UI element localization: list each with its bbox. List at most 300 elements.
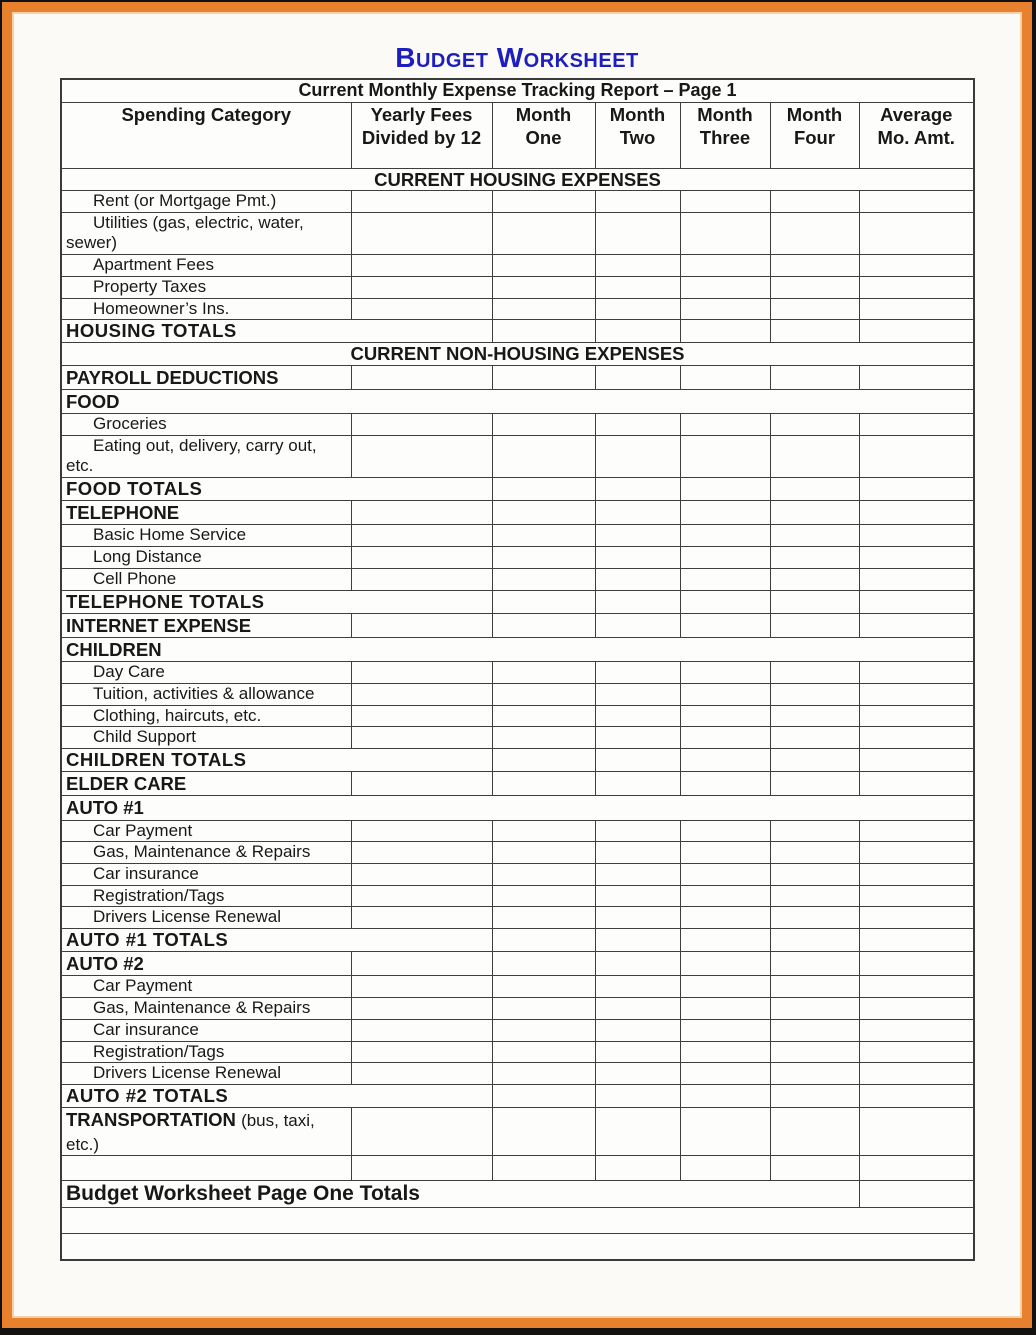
amount-cell — [492, 435, 595, 477]
table-row — [61, 885, 974, 907]
column-header: Month Three — [680, 102, 770, 168]
amount-cell — [492, 749, 595, 772]
amount-cell — [770, 212, 859, 254]
amount-cell — [492, 772, 595, 796]
amount-cell — [492, 1085, 595, 1108]
expense-item-label: Tuition, activities & allowance — [61, 683, 351, 705]
amount-cell — [770, 863, 859, 885]
amount-cell — [492, 662, 595, 684]
table-row — [61, 683, 974, 705]
amount-cell — [859, 320, 974, 343]
scanned-page — [2, 2, 1032, 1328]
table-row — [61, 998, 974, 1020]
amount-cell — [680, 525, 770, 547]
column-header: Month Four — [770, 102, 859, 168]
amount-cell — [680, 998, 770, 1020]
amount-cell — [770, 365, 859, 389]
amount-cell — [859, 1063, 974, 1085]
totals-label: FOOD TOTALS — [61, 478, 492, 501]
amount-cell — [770, 998, 859, 1020]
section-label: AUTO #1 — [61, 796, 974, 820]
amount-cell — [595, 907, 680, 929]
amount-cell — [351, 952, 492, 976]
amount-cell — [351, 276, 492, 298]
totals-label: AUTO #1 TOTALS — [61, 929, 492, 952]
amount-cell — [595, 590, 680, 613]
table-row — [61, 842, 974, 864]
amount-cell — [492, 705, 595, 727]
empty-full-row-cell — [61, 1208, 974, 1234]
table-row — [61, 772, 974, 796]
amount-cell — [680, 568, 770, 590]
report-title-row — [61, 79, 974, 102]
amount-cell — [680, 590, 770, 613]
amount-cell — [492, 525, 595, 547]
expense-item-label: Clothing, haircuts, etc. — [61, 705, 351, 727]
amount-cell — [492, 365, 595, 389]
expense-item-label: Eating out, delivery, carry out, etc. — [61, 435, 351, 477]
amount-cell — [595, 365, 680, 389]
report-title: Current Monthly Expense Tracking Report – Page 1 — [61, 79, 974, 102]
amount-cell — [492, 885, 595, 907]
section-label-text: TELEPHONE — [66, 502, 180, 524]
amount-cell — [680, 1019, 770, 1041]
amount-cell — [492, 952, 595, 976]
amount-cell — [351, 863, 492, 885]
amount-cell — [859, 365, 974, 389]
table-row — [61, 568, 974, 590]
amount-cell — [492, 820, 595, 842]
table-row — [61, 1155, 974, 1180]
amount-cell — [595, 478, 680, 501]
amount-cell — [680, 413, 770, 435]
section-label-text: PAYROLL DEDUCTIONS — [66, 366, 279, 388]
amount-cell — [595, 662, 680, 684]
totals-label: TELEPHONE TOTALS — [61, 590, 492, 613]
amount-cell — [492, 1108, 595, 1156]
table-row — [61, 212, 974, 254]
table-row — [61, 1234, 974, 1260]
column-header: Yearly Fees Divided by 12 — [351, 102, 492, 168]
amount-cell — [351, 435, 492, 477]
amount-cell — [351, 1019, 492, 1041]
amount-cell — [351, 885, 492, 907]
section-label-text: ELDER CARE — [66, 773, 187, 795]
amount-cell — [859, 1108, 974, 1156]
amount-cell — [770, 320, 859, 343]
amount-cell — [859, 1019, 974, 1041]
amount-cell — [595, 1041, 680, 1063]
totals-label: HOUSING TOTALS — [61, 320, 492, 343]
amount-cell — [770, 885, 859, 907]
table-row — [61, 727, 974, 749]
amount-cell — [492, 568, 595, 590]
section-label-text: TRANSPORTATION — [66, 1109, 236, 1131]
expense-item-label: Apartment Fees — [61, 255, 351, 277]
table-row — [61, 1041, 974, 1063]
amount-cell — [859, 590, 974, 613]
amount-cell — [770, 478, 859, 501]
amount-cell — [770, 1063, 859, 1085]
table-row — [61, 413, 974, 435]
amount-cell — [595, 952, 680, 976]
amount-cell — [680, 298, 770, 320]
amount-cell — [595, 683, 680, 705]
amount-cell — [680, 907, 770, 929]
amount-cell — [859, 501, 974, 525]
table-row — [61, 1208, 974, 1234]
amount-cell — [680, 976, 770, 998]
section-label-suffix: (bus, taxi, etc.) — [66, 1111, 315, 1154]
expense-item-label: Rent (or Mortgage Pmt.) — [61, 190, 351, 212]
amount-cell — [859, 525, 974, 547]
amount-cell — [859, 547, 974, 569]
amount-cell — [492, 547, 595, 569]
amount-cell — [351, 772, 492, 796]
amount-cell — [859, 907, 974, 929]
amount-cell — [859, 749, 974, 772]
amount-cell — [859, 568, 974, 590]
expense-item-label: Basic Home Service — [61, 525, 351, 547]
amount-cell — [770, 1085, 859, 1108]
amount-cell — [351, 613, 492, 637]
expense-item-label: Long Distance — [61, 547, 351, 569]
amount-cell — [595, 255, 680, 277]
amount-cell — [351, 1041, 492, 1063]
amount-cell — [595, 212, 680, 254]
section-label — [61, 1108, 351, 1156]
amount-cell — [595, 501, 680, 525]
amount-cell — [595, 976, 680, 998]
expense-item-label: Homeowner’s Ins. — [61, 298, 351, 320]
expense-item-label: Registration/Tags — [61, 1041, 351, 1063]
amount-cell — [595, 320, 680, 343]
table-row — [61, 320, 974, 343]
amount-cell — [351, 683, 492, 705]
amount-cell — [770, 590, 859, 613]
amount-cell — [351, 365, 492, 389]
amount-cell — [680, 727, 770, 749]
expense-item-label: Car insurance — [61, 1019, 351, 1041]
amount-cell — [595, 1085, 680, 1108]
amount-cell — [680, 863, 770, 885]
amount-cell — [859, 255, 974, 277]
amount-cell — [859, 976, 974, 998]
table-row — [61, 638, 974, 662]
amount-cell — [680, 1155, 770, 1180]
expense-item-label: Car insurance — [61, 863, 351, 885]
budget-worksheet-table — [60, 78, 975, 1261]
amount-cell — [492, 255, 595, 277]
table-row — [61, 662, 974, 684]
table-row — [61, 1108, 974, 1156]
section-label — [61, 952, 351, 976]
amount-cell — [595, 1063, 680, 1085]
amount-cell — [351, 998, 492, 1020]
table-row — [61, 749, 974, 772]
amount-cell — [770, 705, 859, 727]
table-row — [61, 705, 974, 727]
amount-cell — [351, 413, 492, 435]
table-row — [61, 863, 974, 885]
amount-cell — [680, 365, 770, 389]
amount-cell — [595, 820, 680, 842]
amount-cell — [859, 413, 974, 435]
expense-item-label: Drivers License Renewal — [61, 907, 351, 929]
table-row — [61, 435, 974, 477]
amount-cell — [351, 547, 492, 569]
amount-cell — [680, 749, 770, 772]
amount-cell — [680, 212, 770, 254]
amount-cell — [351, 1155, 492, 1180]
amount-cell — [351, 820, 492, 842]
amount-cell — [492, 590, 595, 613]
table-row — [61, 389, 974, 413]
amount-cell — [770, 662, 859, 684]
amount-cell — [770, 772, 859, 796]
table-row — [61, 1063, 974, 1085]
amount-cell — [680, 772, 770, 796]
amount-cell — [770, 435, 859, 477]
amount-cell — [859, 435, 974, 477]
amount-cell — [770, 255, 859, 277]
amount-cell — [595, 298, 680, 320]
empty-label-cell — [61, 1155, 351, 1180]
table-row — [61, 478, 974, 501]
amount-cell — [595, 772, 680, 796]
amount-cell — [680, 320, 770, 343]
amount-cell — [492, 478, 595, 501]
amount-cell — [492, 276, 595, 298]
amount-cell — [859, 478, 974, 501]
page-title: Budget Worksheet — [395, 42, 639, 73]
amount-cell — [680, 842, 770, 864]
amount-cell — [859, 1180, 974, 1207]
amount-cell — [770, 1155, 859, 1180]
amount-cell — [351, 842, 492, 864]
amount-cell — [770, 501, 859, 525]
amount-cell — [492, 1155, 595, 1180]
table-row — [61, 190, 974, 212]
totals-label: AUTO #2 TOTALS — [61, 1085, 492, 1108]
amount-cell — [595, 547, 680, 569]
expense-item-label: Registration/Tags — [61, 885, 351, 907]
amount-cell — [680, 662, 770, 684]
expense-item-label: Cell Phone — [61, 568, 351, 590]
amount-cell — [859, 929, 974, 952]
amount-cell — [595, 276, 680, 298]
amount-cell — [859, 613, 974, 637]
table-row — [61, 952, 974, 976]
amount-cell — [770, 1041, 859, 1063]
amount-cell — [859, 952, 974, 976]
amount-cell — [680, 1085, 770, 1108]
amount-cell — [595, 1155, 680, 1180]
amount-cell — [595, 749, 680, 772]
amount-cell — [859, 772, 974, 796]
table-row — [61, 343, 974, 365]
section-label: CHILDREN — [61, 638, 974, 662]
amount-cell — [595, 613, 680, 637]
amount-cell — [770, 190, 859, 212]
amount-cell — [492, 863, 595, 885]
amount-cell — [351, 976, 492, 998]
table-row — [61, 1019, 974, 1041]
amount-cell — [680, 1041, 770, 1063]
section-banner: CURRENT HOUSING EXPENSES — [61, 168, 974, 190]
page-totals-label: Budget Worksheet Page One Totals — [61, 1180, 859, 1207]
table-row — [61, 276, 974, 298]
amount-cell — [680, 820, 770, 842]
amount-cell — [492, 413, 595, 435]
amount-cell — [595, 705, 680, 727]
expense-item-label: Utilities (gas, electric, water, sewer) — [61, 212, 351, 254]
amount-cell — [770, 929, 859, 952]
section-banner: CURRENT NON-HOUSING EXPENSES — [61, 343, 974, 365]
table-row — [61, 168, 974, 190]
column-header-row — [61, 102, 974, 168]
amount-cell — [770, 525, 859, 547]
amount-cell — [770, 820, 859, 842]
amount-cell — [859, 820, 974, 842]
amount-cell — [859, 212, 974, 254]
table-row — [61, 590, 974, 613]
amount-cell — [492, 212, 595, 254]
amount-cell — [492, 1063, 595, 1085]
table-row — [61, 1180, 974, 1207]
amount-cell — [859, 863, 974, 885]
amount-cell — [492, 998, 595, 1020]
amount-cell — [680, 929, 770, 952]
column-header: Spending Category — [61, 102, 351, 168]
amount-cell — [859, 727, 974, 749]
amount-cell — [595, 525, 680, 547]
amount-cell — [859, 1085, 974, 1108]
expense-item-label: Groceries — [61, 413, 351, 435]
expense-item-label: Gas, Maintenance & Repairs — [61, 842, 351, 864]
amount-cell — [770, 683, 859, 705]
amount-cell — [770, 749, 859, 772]
amount-cell — [351, 727, 492, 749]
totals-label: CHILDREN TOTALS — [61, 749, 492, 772]
column-header: Month Two — [595, 102, 680, 168]
amount-cell — [595, 1108, 680, 1156]
expense-item-label: Child Support — [61, 727, 351, 749]
section-label — [61, 613, 351, 637]
amount-cell — [859, 998, 974, 1020]
amount-cell — [770, 568, 859, 590]
amount-cell — [595, 842, 680, 864]
amount-cell — [680, 435, 770, 477]
expense-item-label: Property Taxes — [61, 276, 351, 298]
column-header: Average Mo. Amt. — [859, 102, 974, 168]
amount-cell — [595, 885, 680, 907]
amount-cell — [859, 885, 974, 907]
amount-cell — [859, 662, 974, 684]
amount-cell — [351, 525, 492, 547]
amount-cell — [595, 190, 680, 212]
worksheet-body — [61, 79, 974, 1260]
amount-cell — [770, 907, 859, 929]
amount-cell — [680, 501, 770, 525]
amount-cell — [492, 907, 595, 929]
amount-cell — [351, 1063, 492, 1085]
amount-cell — [492, 727, 595, 749]
amount-cell — [770, 613, 859, 637]
amount-cell — [351, 298, 492, 320]
table-row — [61, 907, 974, 929]
table-row — [61, 525, 974, 547]
table-row — [61, 547, 974, 569]
expense-item-label: Gas, Maintenance & Repairs — [61, 998, 351, 1020]
amount-cell — [680, 683, 770, 705]
section-label: FOOD — [61, 389, 974, 413]
amount-cell — [492, 842, 595, 864]
amount-cell — [680, 705, 770, 727]
column-header: Month One — [492, 102, 595, 168]
amount-cell — [595, 413, 680, 435]
table-row — [61, 365, 974, 389]
amount-cell — [680, 255, 770, 277]
amount-cell — [770, 727, 859, 749]
table-row — [61, 929, 974, 952]
amount-cell — [859, 705, 974, 727]
amount-cell — [680, 478, 770, 501]
amount-cell — [859, 1155, 974, 1180]
section-label-text: INTERNET EXPENSE — [66, 614, 252, 636]
amount-cell — [492, 1019, 595, 1041]
amount-cell — [770, 1019, 859, 1041]
amount-cell — [859, 276, 974, 298]
amount-cell — [770, 413, 859, 435]
table-row — [61, 976, 974, 998]
amount-cell — [351, 907, 492, 929]
amount-cell — [595, 568, 680, 590]
amount-cell — [492, 613, 595, 637]
table-row — [61, 796, 974, 820]
amount-cell — [680, 190, 770, 212]
amount-cell — [595, 727, 680, 749]
amount-cell — [595, 929, 680, 952]
section-label — [61, 501, 351, 525]
amount-cell — [351, 212, 492, 254]
amount-cell — [492, 298, 595, 320]
amount-cell — [595, 1019, 680, 1041]
expense-item-label: Day Care — [61, 662, 351, 684]
amount-cell — [680, 1108, 770, 1156]
amount-cell — [492, 683, 595, 705]
amount-cell — [492, 929, 595, 952]
amount-cell — [680, 885, 770, 907]
amount-cell — [770, 547, 859, 569]
amount-cell — [680, 952, 770, 976]
amount-cell — [859, 190, 974, 212]
table-row — [61, 298, 974, 320]
amount-cell — [680, 613, 770, 637]
section-label-text: AUTO #2 — [66, 953, 144, 975]
table-row — [61, 613, 974, 637]
amount-cell — [492, 976, 595, 998]
empty-full-row-cell — [61, 1234, 974, 1260]
amount-cell — [770, 952, 859, 976]
amount-cell — [770, 976, 859, 998]
amount-cell — [770, 1108, 859, 1156]
amount-cell — [859, 1041, 974, 1063]
table-row — [61, 1085, 974, 1108]
table-row — [61, 501, 974, 525]
expense-item-label: Drivers License Renewal — [61, 1063, 351, 1085]
amount-cell — [859, 842, 974, 864]
